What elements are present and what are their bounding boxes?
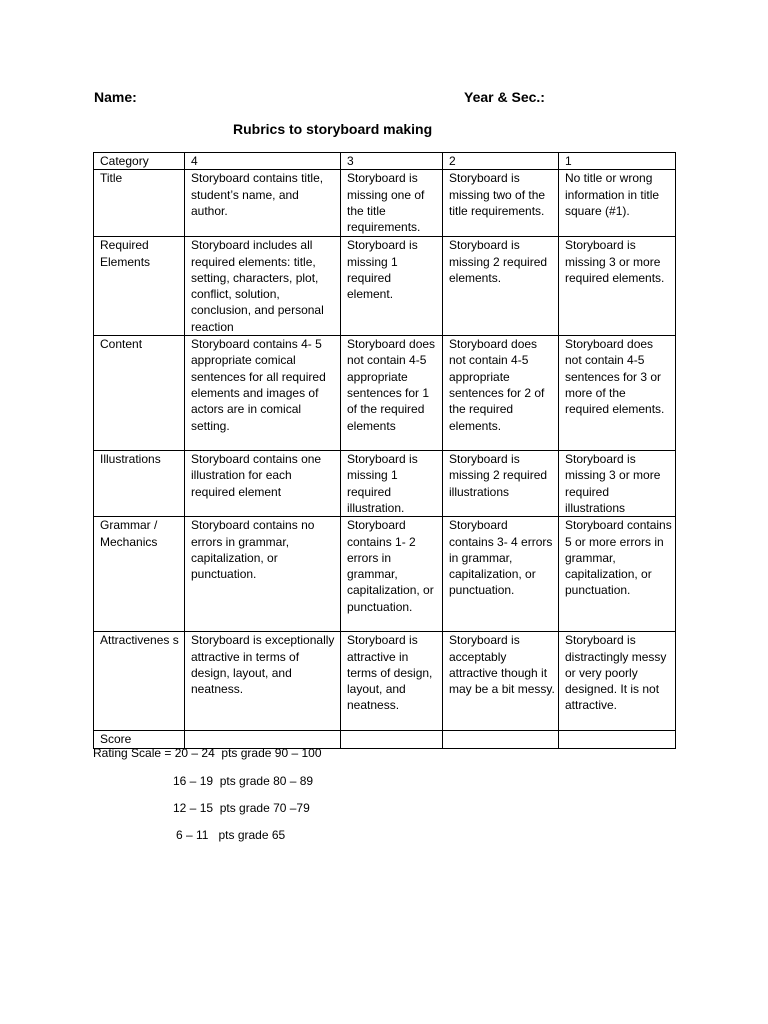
category-cell: Required Elements	[94, 237, 185, 336]
table-cell: Storyboard is exceptionally attractive in terms of design, layout, and neatness.	[185, 632, 341, 731]
table-cell: Storyboard is missing 2 required illustrations	[443, 451, 559, 517]
year-section-label: Year & Sec.:	[464, 89, 545, 105]
category-cell: Attractivenes s	[94, 632, 185, 731]
page-title: Rubrics to storyboard making	[233, 121, 433, 137]
rating-scale-line: 12 – 15 pts grade 70 –79	[173, 801, 310, 815]
table-cell: Storyboard is missing 3 or more required illustrations	[559, 451, 676, 517]
column-header-category: Category	[94, 153, 185, 170]
table-cell: Storyboard is acceptably attractive though it may be a bit messy.	[443, 632, 559, 731]
table-cell: Storyboard includes all required elements: title, setting, characters, plot, conflict, solution, conclusion, and personal reaction	[185, 237, 341, 336]
rating-scale-line: Rating Scale = 20 – 24 pts grade 90 – 100	[93, 746, 322, 760]
category-cell: Title	[94, 170, 185, 237]
category-cell: Illustrations	[94, 451, 185, 517]
name-label: Name:	[94, 89, 137, 105]
column-header-4: 4	[185, 153, 341, 170]
table-row	[94, 237, 676, 336]
table-cell: Storyboard contains title, student’s name, and author.	[185, 170, 341, 237]
rating-scale-line: 16 – 19 pts grade 80 – 89	[173, 774, 314, 788]
score-cell	[559, 731, 676, 748]
table-cell: Storyboard is missing 1 required element.	[341, 237, 443, 336]
table-cell: Storyboard contains 3- 4 errors in grammar, capitalization, or punctuation.	[443, 517, 559, 632]
rating-scale-line: 6 – 11 pts grade 65	[176, 828, 286, 842]
table-cell: Storyboard contains 4- 5 appropriate comical sentences for all required elements and images of actors are in comical setting.	[185, 336, 341, 451]
table-cell: Storyboard is missing one of the title requirements.	[341, 170, 443, 237]
column-header-2: 2	[443, 153, 559, 170]
score-cell	[341, 731, 443, 748]
table-cell: Storyboard does not contain 4-5 sentences for 3 or more of the required elements.	[559, 336, 676, 451]
column-header-3: 3	[341, 153, 443, 170]
table-cell: Storyboard is attractive in terms of design, layout, and neatness.	[341, 632, 443, 731]
table-cell: Storyboard contains one illustration for each required element	[185, 451, 341, 517]
table-cell: Storyboard does not contain 4-5 appropriate sentences for 2 of the required elements.	[443, 336, 559, 451]
table-cell: Storyboard is missing 2 required elements.	[443, 237, 559, 336]
table-row	[94, 451, 676, 517]
score-cell	[443, 731, 559, 748]
table-cell: No title or wrong information in title square (#1).	[559, 170, 676, 237]
column-header-1: 1	[559, 153, 676, 170]
table-cell: Storyboard does not contain 4-5 appropriate sentences for 1 of the required elements	[341, 336, 443, 451]
table-cell: Storyboard is distractingly messy or very poorly designed. It is not attractive.	[559, 632, 676, 731]
table-cell: Storyboard is missing 1 required illustration.	[341, 451, 443, 517]
table-cell: Storyboard contains 1- 2 errors in grammar, capitalization, or punctuation.	[341, 517, 443, 632]
table-row	[94, 517, 676, 632]
rubric-table	[93, 152, 676, 749]
table-cell: Storyboard contains 5 or more errors in grammar, capitalization, or punctuation.	[559, 517, 676, 632]
table-row	[94, 632, 676, 731]
category-cell: Grammar / Mechanics	[94, 517, 185, 632]
table-row	[94, 336, 676, 451]
category-cell: Score	[94, 731, 185, 748]
table-row	[94, 170, 676, 237]
table-cell: Storyboard contains no errors in grammar, capitalization, or punctuation.	[185, 517, 341, 632]
category-cell: Content	[94, 336, 185, 451]
table-header-row	[94, 153, 676, 170]
table-cell: Storyboard is missing 3 or more required elements.	[559, 237, 676, 336]
table-cell: Storyboard is missing two of the title requirements.	[443, 170, 559, 237]
